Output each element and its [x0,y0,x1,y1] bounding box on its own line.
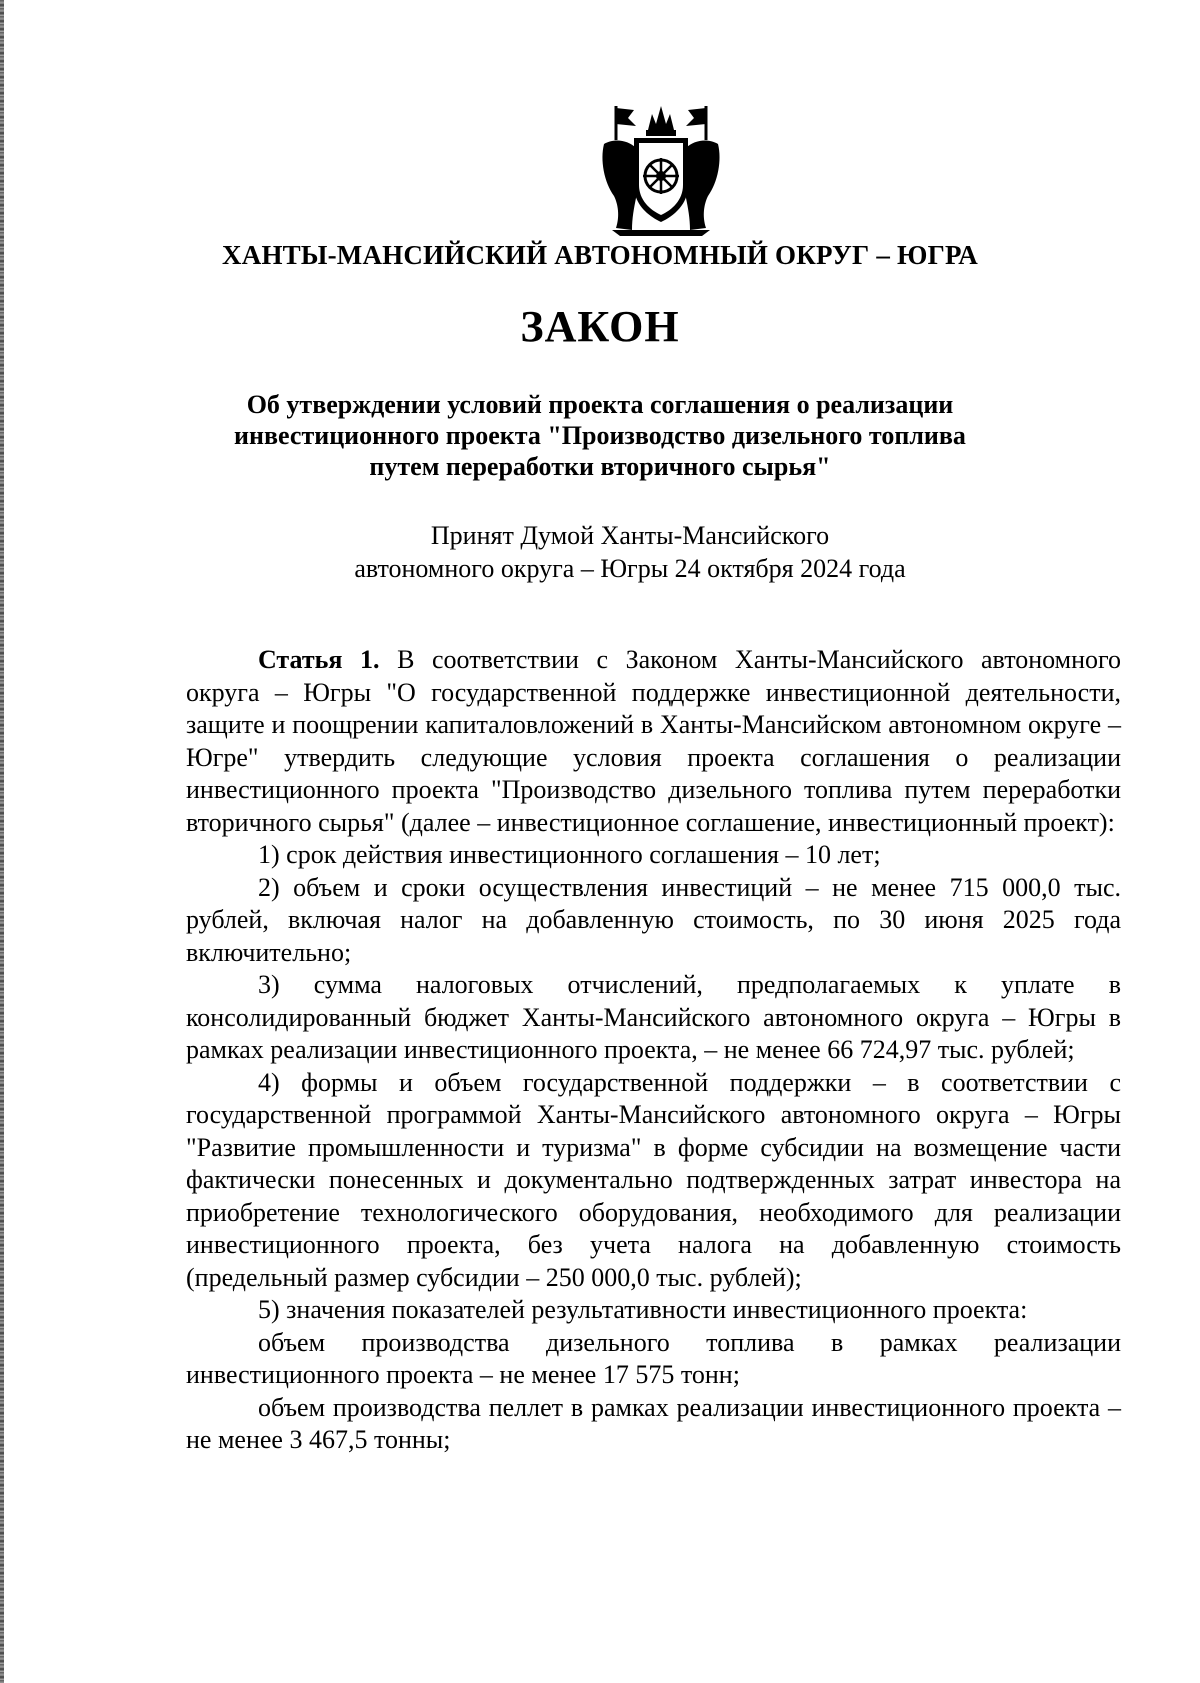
law-title [220,389,980,482]
adoption-note [300,519,960,585]
article-label: Статья 1. [258,645,380,674]
article-body [186,644,1121,1457]
law-title-line: Об утверждении условий проекта соглашения о реализации [246,390,954,419]
indicator-item: объем производства пеллет в рамках реализации инвестиционного проекта – не менее 3 467,5 тонны; [186,1392,1121,1454]
article-item: 5) значения показателей результативности инвестиционного проекта: [258,1295,1028,1324]
article-intro [186,644,1121,839]
article-intro-text: В соответствии с Законом Ханты-Мансийского автономного округа – Югры "О государственной поддержке инвестиционной деятельности, защите и поощрении капиталовложений в Ханты-Мансийском автономном округе – Югре" утвердить следующие условия проекта соглашения о реализации инвестиционного проекта "Производство дизельного топлива путем переработки вторичного сырья" (далее – инвестиционное соглашение, инвестиционный проект): [186,645,1122,837]
region-name: ХАНТЫ-МАНСИЙСКИЙ АВТОНОМНЫЙ ОКРУГ – ЮГРА [222,240,978,270]
article-item: 4) формы и объем государственной поддержки – в соответствии с государственной программой Ханты-Мансийского автономного округа – Югры "Развитие промышленности и туризма" в форме субсидии на возмещение части фактически понесенных и документально подтвержденных затрат инвестора на приобретение технологического оборудования, необходимого для реализации инвестиционного проекта, без учета налога на добавленную стоимость (предельный размер субсидии – 250 000,0 тыс. рублей); [186,1067,1121,1292]
document-type: ЗАКОН [520,302,680,351]
article-item: 1) срок действия инвестиционного соглашения – 10 лет; [258,840,881,869]
adoption-note-line: автономного округа – Югры 24 октября 2024 года [354,554,906,583]
coat-of-arms-emblem [598,100,724,236]
indicator-item: объем производства дизельного топлива в рамках реализации инвестиционного проекта – не менее 17 575 тонн; [186,1327,1121,1389]
law-title-line: инвестиционного проекта "Производство дизельного топлива [234,421,966,450]
adoption-note-line: Принят Думой Ханты-Мансийского [430,521,830,550]
article-item: 2) объем и сроки осуществления инвестиций – не менее 715 000,0 тыс. рублей, включая налог на добавленную стоимость, по 30 июня 2025 года включительно; [186,872,1121,967]
law-title-line: путем переработки вторичного сырья" [369,452,831,481]
article-item: 3) сумма налоговых отчислений, предполагаемых к уплате в консолидированный бюджет Ханты-Мансийского автономного округа – Югры в рамках реализации инвестиционного проекта, – не менее 66 724,97 тыс. рублей; [186,970,1121,1064]
